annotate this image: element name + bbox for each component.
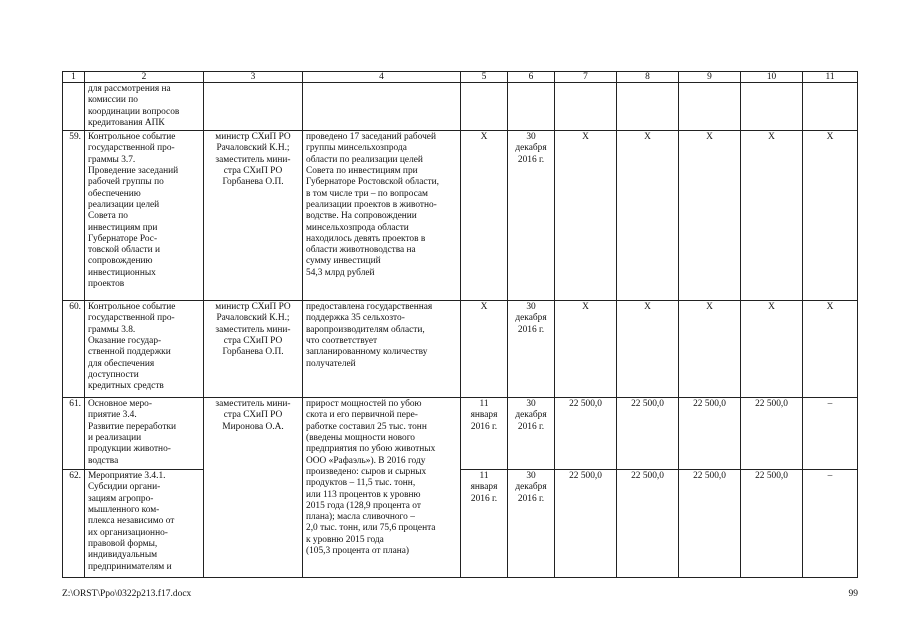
- amount-cell: X: [617, 131, 679, 301]
- amount-cell: X: [741, 131, 803, 301]
- table-row-59: [63, 131, 858, 301]
- event-description-cell: для рассмотрения на комиссии по координации вопросов кредитования АПК: [85, 83, 204, 131]
- start-date-cell: 11 января 2016 г.: [461, 470, 508, 578]
- amount-cell: X: [803, 301, 858, 398]
- amount-cell: 22 500,0: [617, 398, 679, 470]
- row-number-cell: 60.: [63, 301, 85, 398]
- amount-cell: 22 500,0: [555, 470, 617, 578]
- event-description-cell: Контрольное событие государственной про- граммы 3.7. Проведение заседаний рабочей группы по обеспечению реализации целей Совета по инвестициям при Губернаторе Рос- товской области и сопровождению инвестиционных проектов: [85, 131, 204, 301]
- header-cell: 8: [617, 72, 679, 83]
- amount-cell: [617, 83, 679, 131]
- header-cell: 6: [508, 72, 555, 83]
- table-row-continuation: [63, 83, 858, 131]
- amount-cell: 22 500,0: [555, 398, 617, 470]
- end-date-cell: 30 декабря 2016 г.: [508, 398, 555, 470]
- amount-cell: X: [803, 131, 858, 301]
- table-row-61: [63, 398, 858, 470]
- start-date-cell: X: [461, 131, 508, 301]
- activities-table: [62, 71, 858, 578]
- amount-cell: X: [617, 301, 679, 398]
- column-number-row: [63, 72, 858, 83]
- result-cell: проведено 17 заседаний рабочей группы минсельхозпрода области по реализации целей Совета по инвестициям при Губернаторе Ростовской области, в том числе три – по вопросам реализации проектов в животно- водстве. На сопровождении минсельхозпрода области находилось девять проектов в области животноводства на сумму инвестиций 54,3 млрд рублей: [303, 131, 461, 301]
- start-date-cell: [461, 83, 508, 131]
- header-cell: 3: [204, 72, 303, 83]
- row-number-cell: [63, 83, 85, 131]
- amount-cell: –: [803, 470, 858, 578]
- file-path-footer: Z:\ORST\Ppo\0322p213.f17.docx: [62, 589, 192, 599]
- event-description-cell: Мероприятие 3.4.1. Субсидии органи- зациям агропро- мышленного ком- плекса независимо от их организационно- правовой формы, индивидуальным предпринимателям и: [85, 470, 204, 578]
- amount-cell: 22 500,0: [617, 470, 679, 578]
- start-date-cell: 11 января 2016 г.: [461, 398, 508, 470]
- end-date-cell: 30 декабря 2016 г.: [508, 131, 555, 301]
- amount-cell: X: [679, 131, 741, 301]
- amount-cell: 22 500,0: [741, 398, 803, 470]
- amount-cell: 22 500,0: [679, 398, 741, 470]
- amount-cell: 22 500,0: [679, 470, 741, 578]
- end-date-cell: [508, 83, 555, 131]
- header-cell: 9: [679, 72, 741, 83]
- amount-cell: –: [803, 398, 858, 470]
- end-date-cell: 30 декабря 2016 г.: [508, 301, 555, 398]
- responsible-cell: заместитель мини- стра СХиП РО Миронова О.А.: [204, 398, 303, 578]
- amount-cell: [803, 83, 858, 131]
- amount-cell: X: [679, 301, 741, 398]
- amount-cell: X: [741, 301, 803, 398]
- header-cell: 4: [303, 72, 461, 83]
- event-description-cell: Основное меро- приятие 3.4. Развитие переработки и реализации продукции животно- водства: [85, 398, 204, 470]
- header-cell: 10: [741, 72, 803, 83]
- header-cell: 1: [63, 72, 85, 83]
- header-cell: 11: [803, 72, 858, 83]
- table-row-62: [63, 470, 858, 578]
- table-row-60: [63, 301, 858, 398]
- amount-cell: 22 500,0: [741, 470, 803, 578]
- header-cell: 7: [555, 72, 617, 83]
- amount-cell: [741, 83, 803, 131]
- event-description-cell: Контрольное событие государственной про- граммы 3.8. Оказание государ- ственной поддержки для обеспечения доступности кредитных средств: [85, 301, 204, 398]
- responsible-cell: министр СХиП РО Рачаловский К.Н.; заместитель мини- стра СХиП РО Горбанева О.П.: [204, 131, 303, 301]
- result-cell: прирост мощностей по убою скота и его первичной пере- работке составил 25 тыс. тонн (введены мощности нового предприятия по убою животных ООО «Рафаэль»). В 2016 году произведено: сыров и сырных продуктов – 11,5 тыс. тонн, или 113 процентов к уровню 2015 года (128,9 процента от плана); масла сливочного – 2,0 тыс. тонн, или 75,6 процента к уровню 2015 года (105,3 процента от плана): [303, 398, 461, 578]
- start-date-cell: X: [461, 301, 508, 398]
- header-cell: 5: [461, 72, 508, 83]
- responsible-cell: [204, 83, 303, 131]
- header-cell: 2: [85, 72, 204, 83]
- row-number-cell: 62.: [63, 470, 85, 578]
- amount-cell: X: [555, 301, 617, 398]
- end-date-cell: 30 декабря 2016 г.: [508, 470, 555, 578]
- amount-cell: [679, 83, 741, 131]
- amount-cell: [555, 83, 617, 131]
- responsible-cell: министр СХиП РО Рачаловский К.Н.; заместитель мини- стра СХиП РО Горбанева О.П.: [204, 301, 303, 398]
- amount-cell: X: [555, 131, 617, 301]
- result-cell: [303, 83, 461, 131]
- row-number-cell: 59.: [63, 131, 85, 301]
- result-cell: предоставлена государственная поддержка 35 сельхозто- варопроизводителям области, что соответствует запланированному количеству получателей: [303, 301, 461, 398]
- row-number-cell: 61.: [63, 398, 85, 470]
- page-number: 99: [848, 589, 858, 599]
